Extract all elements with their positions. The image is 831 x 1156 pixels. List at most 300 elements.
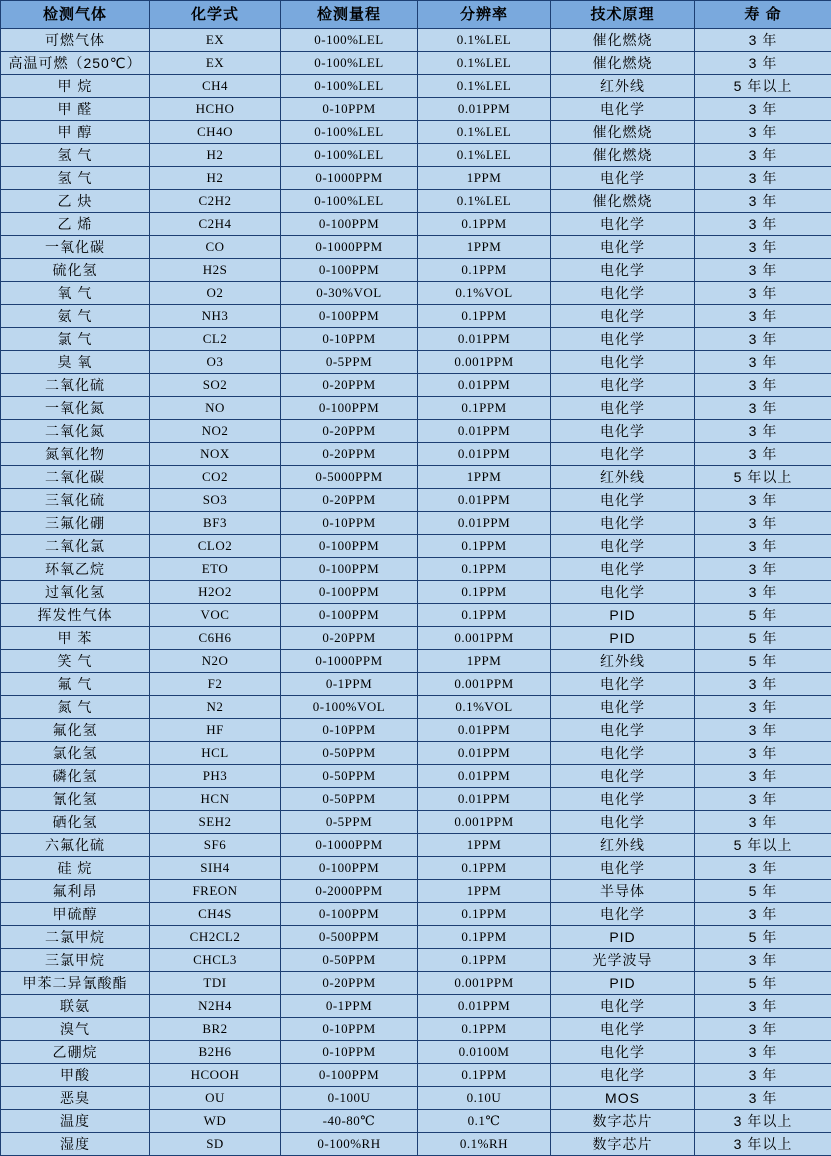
cell-resolution: 0.1PPM [418,581,551,604]
cell-resolution: 0.1%LEL [418,121,551,144]
cell-resolution: 0.001PPM [418,627,551,650]
table-row [1,903,831,926]
cell-formula: F2 [150,673,281,696]
cell-resolution: 0.001PPM [418,811,551,834]
cell-lifespan: 5 年 [695,650,831,673]
cell-range: 0-100%LEL [281,75,418,98]
cell-lifespan: 3 年 [695,949,831,972]
cell-lifespan: 3 年 [695,1041,831,1064]
cell-lifespan: 3 年 [695,144,831,167]
cell-range: 0-5000PPM [281,466,418,489]
cell-principle: 电化学 [551,443,695,466]
cell-resolution: 1PPM [418,236,551,259]
cell-resolution: 0.001PPM [418,673,551,696]
cell-resolution: 0.1%LEL [418,29,551,52]
cell-lifespan: 3 年 [695,167,831,190]
cell-lifespan: 5 年 [695,880,831,903]
cell-formula: CO [150,236,281,259]
cell-range: 0-100%LEL [281,190,418,213]
cell-gas: 甲苯二异氰酸酯 [1,972,150,995]
cell-lifespan: 3 年 [695,1018,831,1041]
cell-gas: 甲酸 [1,1064,150,1087]
cell-range: 0-100U [281,1087,418,1110]
cell-formula: PH3 [150,765,281,788]
cell-formula: VOC [150,604,281,627]
cell-formula: CLO2 [150,535,281,558]
cell-lifespan: 3 年 [695,121,831,144]
cell-gas: 三氧化硫 [1,489,150,512]
cell-range: 0-100%LEL [281,144,418,167]
cell-principle: 电化学 [551,213,695,236]
cell-gas: 一氧化氮 [1,397,150,420]
cell-resolution: 0.01PPM [418,443,551,466]
cell-gas: 二氧化碳 [1,466,150,489]
table-row [1,29,831,52]
table-row [1,236,831,259]
cell-formula: H2 [150,144,281,167]
cell-resolution: 0.1PPM [418,259,551,282]
cell-resolution: 0.01PPM [418,489,551,512]
table-header [1,1,831,29]
cell-lifespan: 3 年 [695,420,831,443]
cell-range: 0-100PPM [281,213,418,236]
cell-formula: BF3 [150,512,281,535]
table-row [1,581,831,604]
cell-resolution: 0.01PPM [418,98,551,121]
cell-formula: WD [150,1110,281,1133]
cell-range: 0-30%VOL [281,282,418,305]
cell-formula: SO3 [150,489,281,512]
table-row [1,650,831,673]
cell-formula: EX [150,29,281,52]
cell-formula: SF6 [150,834,281,857]
cell-range: 0-10PPM [281,328,418,351]
cell-resolution: 0.0100M [418,1041,551,1064]
cell-principle: 电化学 [551,903,695,926]
cell-principle: 电化学 [551,374,695,397]
cell-lifespan: 3 年 [695,673,831,696]
cell-lifespan: 3 年 [695,52,831,75]
cell-range: 0-100PPM [281,305,418,328]
cell-formula: H2 [150,167,281,190]
cell-formula: NO [150,397,281,420]
cell-principle: 光学波导 [551,949,695,972]
cell-gas: 氟化氢 [1,719,150,742]
cell-resolution: 0.1PPM [418,397,551,420]
cell-gas: 磷化氢 [1,765,150,788]
cell-range: 0-100PPM [281,857,418,880]
table-row [1,351,831,374]
cell-formula: CO2 [150,466,281,489]
cell-gas: 甲硫醇 [1,903,150,926]
cell-lifespan: 3 年 [695,443,831,466]
cell-range: 0-5PPM [281,351,418,374]
cell-lifespan: 3 年 [695,857,831,880]
table-row [1,558,831,581]
cell-range: 0-20PPM [281,972,418,995]
cell-principle: 红外线 [551,650,695,673]
cell-principle: 电化学 [551,328,695,351]
cell-gas: 硫化氢 [1,259,150,282]
cell-lifespan: 3 年 [695,719,831,742]
cell-gas: 湿度 [1,1133,150,1156]
cell-formula: EX [150,52,281,75]
cell-resolution: 0.1PPM [418,305,551,328]
table-row [1,857,831,880]
cell-lifespan: 3 年 [695,558,831,581]
table-header-row [1,1,831,29]
cell-range: 0-100PPM [281,259,418,282]
cell-lifespan: 3 年 [695,259,831,282]
cell-principle: PID [551,926,695,949]
cell-principle: 红外线 [551,466,695,489]
cell-range: 0-50PPM [281,788,418,811]
cell-lifespan: 3 年 [695,374,831,397]
cell-principle: 电化学 [551,98,695,121]
cell-formula: N2O [150,650,281,673]
table-row [1,282,831,305]
cell-lifespan: 3 年 [695,328,831,351]
cell-range: 0-10PPM [281,512,418,535]
cell-lifespan: 5 年 [695,627,831,650]
cell-formula: HCOOH [150,1064,281,1087]
cell-gas: 三氯甲烷 [1,949,150,972]
cell-formula: BR2 [150,1018,281,1041]
cell-lifespan: 3 年 [695,351,831,374]
cell-formula: C2H2 [150,190,281,213]
cell-gas: 甲 苯 [1,627,150,650]
cell-principle: 电化学 [551,351,695,374]
table-row [1,788,831,811]
cell-lifespan: 3 年 [695,1087,831,1110]
cell-range: 0-100PPM [281,535,418,558]
cell-gas: 二氧化氮 [1,420,150,443]
cell-lifespan: 3 年 [695,995,831,1018]
table-row [1,213,831,236]
cell-principle: 电化学 [551,765,695,788]
cell-principle: 催化燃烧 [551,121,695,144]
cell-lifespan: 3 年 [695,236,831,259]
cell-resolution: 0.1PPM [418,903,551,926]
cell-resolution: 0.01PPM [418,719,551,742]
cell-formula: HCL [150,742,281,765]
cell-formula: H2O2 [150,581,281,604]
cell-formula: NOX [150,443,281,466]
column-header-range: 检测量程 [281,1,418,29]
cell-principle: 数字芯片 [551,1133,695,1156]
cell-formula: SD [150,1133,281,1156]
cell-gas: 过氧化氢 [1,581,150,604]
table-row [1,995,831,1018]
cell-formula: C2H4 [150,213,281,236]
cell-principle: 催化燃烧 [551,29,695,52]
cell-formula: FREON [150,880,281,903]
cell-range: 0-100PPM [281,903,418,926]
cell-resolution: 0.1%VOL [418,282,551,305]
cell-gas: 氢 气 [1,144,150,167]
cell-gas: 二氧化硫 [1,374,150,397]
cell-formula: OU [150,1087,281,1110]
cell-resolution: 0.1PPM [418,535,551,558]
cell-range: 0-20PPM [281,627,418,650]
cell-range: 0-50PPM [281,742,418,765]
cell-lifespan: 3 年 [695,811,831,834]
table-row [1,834,831,857]
table-row [1,397,831,420]
cell-lifespan: 3 年以上 [695,1110,831,1133]
cell-gas: 乙 炔 [1,190,150,213]
column-header-principle: 技术原理 [551,1,695,29]
cell-range: 0-100%VOL [281,696,418,719]
cell-resolution: 0.01PPM [418,512,551,535]
cell-range: 0-100PPM [281,397,418,420]
cell-lifespan: 3 年 [695,765,831,788]
cell-range: 0-1PPM [281,995,418,1018]
cell-formula: HF [150,719,281,742]
cell-principle: 数字芯片 [551,1110,695,1133]
table-row [1,742,831,765]
cell-gas: 氰化氢 [1,788,150,811]
table-row [1,926,831,949]
cell-lifespan: 5 年以上 [695,834,831,857]
table-row [1,719,831,742]
cell-principle: 电化学 [551,167,695,190]
cell-formula: HCHO [150,98,281,121]
cell-gas: 氯化氢 [1,742,150,765]
table-row [1,259,831,282]
cell-principle: 红外线 [551,75,695,98]
cell-formula: CL2 [150,328,281,351]
cell-resolution: 0.1%VOL [418,696,551,719]
table-row [1,1064,831,1087]
cell-range: 0-10PPM [281,1018,418,1041]
cell-resolution: 0.001PPM [418,351,551,374]
cell-resolution: 1PPM [418,466,551,489]
cell-range: 0-10PPM [281,1041,418,1064]
cell-lifespan: 3 年 [695,535,831,558]
cell-gas: 环氧乙烷 [1,558,150,581]
cell-resolution: 0.1%LEL [418,190,551,213]
cell-range: 0-2000PPM [281,880,418,903]
table-row [1,121,831,144]
cell-principle: 红外线 [551,834,695,857]
cell-lifespan: 3 年 [695,788,831,811]
table-row [1,696,831,719]
cell-gas: 硅 烷 [1,857,150,880]
cell-range: 0-1000PPM [281,650,418,673]
cell-lifespan: 3 年 [695,742,831,765]
cell-resolution: 0.1PPM [418,949,551,972]
cell-resolution: 1PPM [418,650,551,673]
cell-principle: 电化学 [551,420,695,443]
cell-principle: 电化学 [551,282,695,305]
cell-resolution: 0.1%RH [418,1133,551,1156]
cell-gas: 氮 气 [1,696,150,719]
cell-gas: 乙 烯 [1,213,150,236]
cell-principle: 催化燃烧 [551,52,695,75]
cell-lifespan: 3 年 [695,581,831,604]
cell-formula: H2S [150,259,281,282]
cell-gas: 氢 气 [1,167,150,190]
cell-principle: 电化学 [551,696,695,719]
cell-range: 0-1PPM [281,673,418,696]
table-row [1,512,831,535]
cell-resolution: 0.1PPM [418,1064,551,1087]
cell-range: 0-20PPM [281,374,418,397]
cell-resolution: 0.01PPM [418,995,551,1018]
cell-formula: ETO [150,558,281,581]
cell-lifespan: 5 年 [695,604,831,627]
cell-lifespan: 3 年 [695,512,831,535]
column-header-formula: 化学式 [150,1,281,29]
cell-formula: B2H6 [150,1041,281,1064]
cell-formula: SIH4 [150,857,281,880]
table-row [1,1018,831,1041]
cell-gas: 氟 气 [1,673,150,696]
cell-resolution: 0.1%LEL [418,52,551,75]
cell-range: 0-1000PPM [281,167,418,190]
cell-formula: SEH2 [150,811,281,834]
table-row [1,1087,831,1110]
cell-lifespan: 3 年 [695,1064,831,1087]
cell-gas: 恶臭 [1,1087,150,1110]
cell-range: -40-80℃ [281,1110,418,1133]
cell-lifespan: 3 年 [695,903,831,926]
cell-lifespan: 3 年 [695,213,831,236]
cell-principle: 电化学 [551,535,695,558]
cell-principle: 电化学 [551,581,695,604]
cell-gas: 温度 [1,1110,150,1133]
cell-principle: 电化学 [551,995,695,1018]
cell-principle: 电化学 [551,788,695,811]
table-row [1,489,831,512]
table-row [1,972,831,995]
cell-gas: 三氟化硼 [1,512,150,535]
cell-gas: 一氧化碳 [1,236,150,259]
table-body [1,29,831,1156]
cell-principle: 电化学 [551,1018,695,1041]
cell-lifespan: 3 年 [695,397,831,420]
cell-principle: 电化学 [551,558,695,581]
table-row [1,673,831,696]
cell-principle: 电化学 [551,742,695,765]
cell-formula: CH2CL2 [150,926,281,949]
cell-gas: 氨 气 [1,305,150,328]
cell-gas: 甲 烷 [1,75,150,98]
cell-principle: 电化学 [551,489,695,512]
cell-formula: SO2 [150,374,281,397]
cell-resolution: 0.001PPM [418,972,551,995]
table-row [1,1133,831,1156]
cell-resolution: 0.01PPM [418,420,551,443]
cell-resolution: 0.1%LEL [418,144,551,167]
table-row [1,328,831,351]
cell-resolution: 0.1%LEL [418,75,551,98]
cell-principle: PID [551,627,695,650]
cell-range: 0-100PPM [281,604,418,627]
cell-lifespan: 3 年 [695,305,831,328]
cell-principle: 电化学 [551,1064,695,1087]
cell-principle: PID [551,972,695,995]
cell-gas: 可燃气体 [1,29,150,52]
cell-principle: 电化学 [551,236,695,259]
cell-formula: CHCL3 [150,949,281,972]
table-row [1,466,831,489]
cell-lifespan: 3 年 [695,489,831,512]
cell-formula: TDI [150,972,281,995]
cell-formula: N2 [150,696,281,719]
column-header-resolution: 分辨率 [418,1,551,29]
cell-resolution: 0.1℃ [418,1110,551,1133]
cell-range: 0-100PPM [281,581,418,604]
cell-resolution: 0.1PPM [418,558,551,581]
cell-resolution: 0.01PPM [418,328,551,351]
cell-gas: 硒化氢 [1,811,150,834]
cell-principle: 电化学 [551,305,695,328]
cell-range: 0-20PPM [281,443,418,466]
cell-range: 0-5PPM [281,811,418,834]
table-row [1,374,831,397]
table-row [1,1041,831,1064]
table-row [1,627,831,650]
cell-resolution: 0.01PPM [418,788,551,811]
column-header-lifespan: 寿 命 [695,1,831,29]
cell-gas: 氮氧化物 [1,443,150,466]
cell-resolution: 0.01PPM [418,742,551,765]
cell-resolution: 1PPM [418,167,551,190]
cell-resolution: 0.01PPM [418,765,551,788]
cell-gas: 乙硼烷 [1,1041,150,1064]
cell-gas: 溴气 [1,1018,150,1041]
table-row [1,880,831,903]
cell-lifespan: 3 年 [695,29,831,52]
cell-range: 0-100%LEL [281,121,418,144]
cell-gas: 氟利昂 [1,880,150,903]
cell-range: 0-10PPM [281,98,418,121]
cell-lifespan: 3 年 [695,98,831,121]
cell-lifespan: 3 年 [695,282,831,305]
table-row [1,443,831,466]
cell-principle: 催化燃烧 [551,190,695,213]
cell-resolution: 0.1PPM [418,926,551,949]
cell-formula: CH4O [150,121,281,144]
cell-resolution: 0.1PPM [418,213,551,236]
table-row [1,535,831,558]
cell-formula: O3 [150,351,281,374]
cell-formula: NH3 [150,305,281,328]
cell-formula: O2 [150,282,281,305]
cell-principle: 电化学 [551,397,695,420]
cell-principle: 电化学 [551,259,695,282]
cell-range: 0-100%LEL [281,29,418,52]
cell-formula: CH4S [150,903,281,926]
cell-range: 0-100%LEL [281,52,418,75]
cell-principle: 电化学 [551,673,695,696]
cell-lifespan: 5 年 [695,972,831,995]
cell-gas: 臭 氧 [1,351,150,374]
cell-resolution: 0.1PPM [418,1018,551,1041]
cell-lifespan: 5 年 [695,926,831,949]
cell-principle: MOS [551,1087,695,1110]
cell-gas: 甲 醇 [1,121,150,144]
cell-range: 0-500PPM [281,926,418,949]
cell-principle: 电化学 [551,512,695,535]
cell-lifespan: 5 年以上 [695,466,831,489]
table-row [1,765,831,788]
cell-principle: PID [551,604,695,627]
cell-principle: 催化燃烧 [551,144,695,167]
table-row [1,144,831,167]
